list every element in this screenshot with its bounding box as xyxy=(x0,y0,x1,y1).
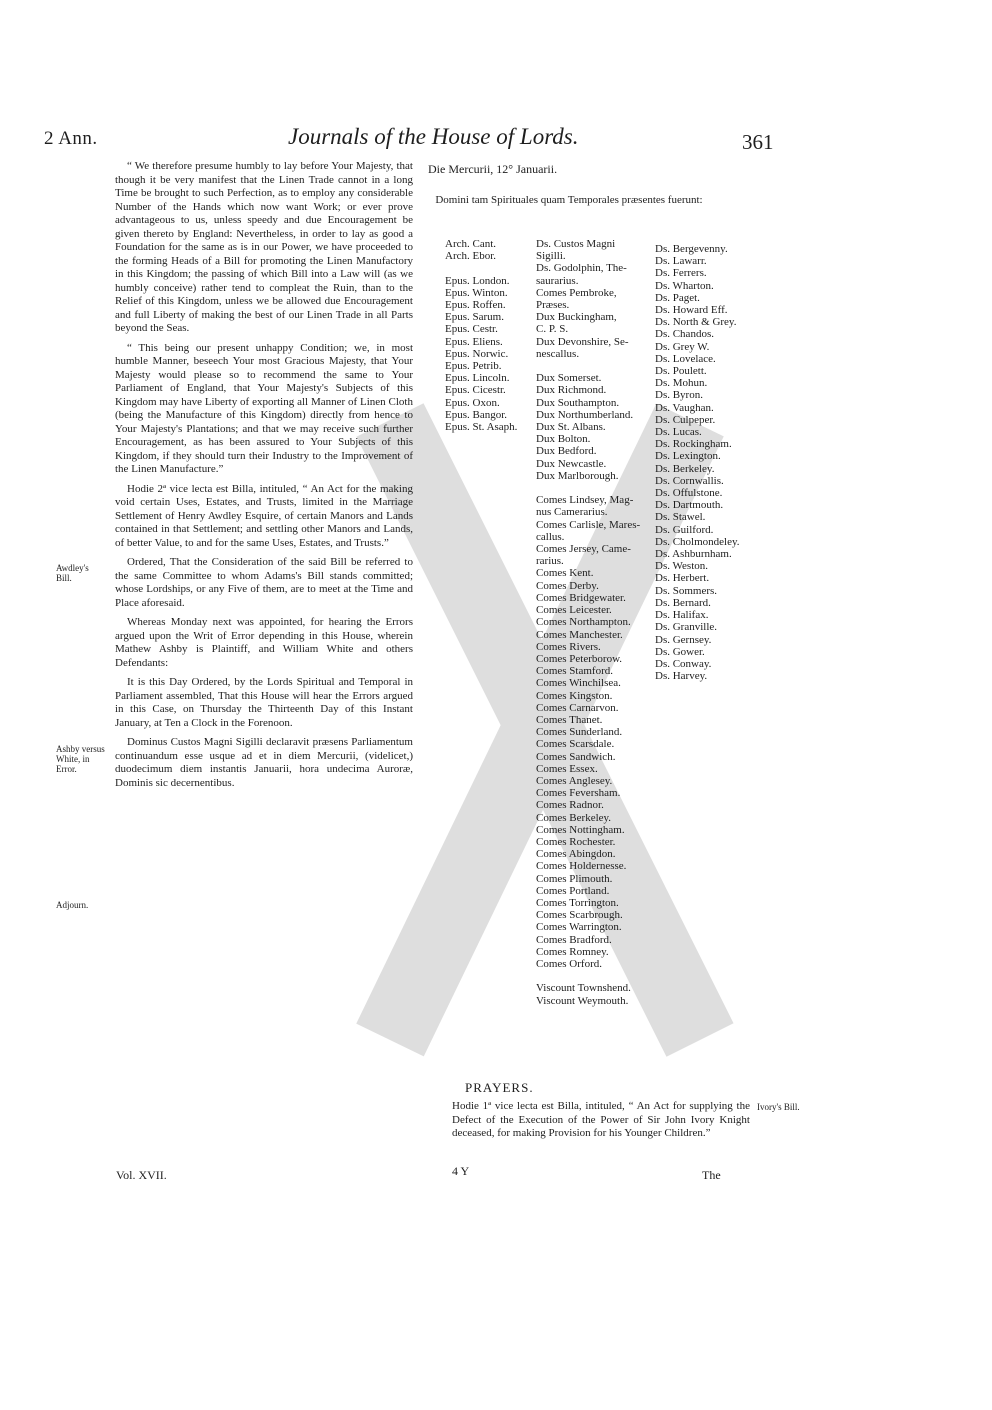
roll-entry: Comes Warrington. xyxy=(536,921,622,934)
roll-entry: Comes Kingston. xyxy=(536,689,613,702)
roll-entry: Præses. xyxy=(536,299,570,312)
roll-entry: Epus. Lincoln. xyxy=(445,372,510,385)
paragraph-awdley-bill: Hodie 2ª vice lecta est Billa, intituled, “ An Act for the making void certain Uses, Estates, and Trusts, limited in the Marriage Settlement of Henry Awdley Esquire, of certain Manors and Lands contained in that Settlement; and settling other Manors and Lands, of better Value, to and for the same Uses, Estates, and Trusts.” xyxy=(115,482,413,549)
roll-entry: Dux Newcastle. xyxy=(536,457,607,470)
roll-entry: Ds. Howard Eff. xyxy=(655,304,728,317)
roll-entry xyxy=(445,262,517,274)
roll-entry: Arch. Ebor. xyxy=(445,250,497,263)
roll-entry: Epus. Cicestr. xyxy=(445,384,506,397)
roll-entry: Comes Peterborow. xyxy=(536,652,623,665)
roll-entry: Ds. Lexington. xyxy=(655,450,721,463)
roll-entry: Ds. Bergevenny. xyxy=(655,243,728,255)
roll-entry: Comes Portland. xyxy=(536,884,610,897)
roll-entry: Ds. North & Grey. xyxy=(655,316,737,329)
roll-entry: Ds. Godolphin, The- xyxy=(536,262,627,275)
roll-entry: Comes Anglesey. xyxy=(536,774,613,787)
roll-entry: Ds. Custos Magni xyxy=(536,238,616,250)
roll-entry: Ds. Grey W. xyxy=(655,340,710,353)
paragraph-ashby-ordered: It is this Day Ordered, by the Lords Spiritual and Temporal in Parliament assembled, That this House will hear the Errors argued in this Case, on Thursday the Thirteenth Day of this Instant January, at Ten a Clock in the Forenoon. xyxy=(115,676,413,729)
roll-entry: Epus. Roffen. xyxy=(445,299,506,312)
roll-entry: Dux Bolton. xyxy=(536,433,591,446)
margin-note-ashby: Ashby versus White, in Error. xyxy=(56,744,105,774)
margin-note-awdley: Awdley's Bill. xyxy=(56,563,89,583)
roll-entry: Comes Feversham. xyxy=(536,787,621,800)
roll-entry: Epus. Oxon. xyxy=(445,396,500,409)
roll-entry: Comes Scarbrough. xyxy=(536,909,623,922)
roll-entry: Comes Holdernesse. xyxy=(536,860,627,873)
roll-entry: Comes Stamford. xyxy=(536,665,613,678)
roll-entry: Comes Sunderland. xyxy=(536,726,623,739)
roll-entry: Epus. Winton. xyxy=(445,286,508,299)
page-number: 361 xyxy=(742,130,774,154)
roll-entry: Dux St. Albans. xyxy=(536,421,606,434)
roll-entry: Comes Nottingham. xyxy=(536,823,625,836)
roll-entry: saurarius. xyxy=(536,274,579,287)
roll-entry: Viscount Townshend. xyxy=(536,982,631,995)
roll-entry xyxy=(536,482,640,494)
roll-entry: Dux Richmond. xyxy=(536,384,607,397)
signature-mark: 4 Y xyxy=(452,1164,470,1178)
roll-entry: Ds. Culpeper. xyxy=(655,413,716,426)
roll-column-officers-dukes-earls xyxy=(536,238,640,1007)
roll-entry: Comes Leicester. xyxy=(536,604,612,617)
roll-entry: nescallus. xyxy=(536,347,580,360)
roll-entry: Sigilli. xyxy=(536,250,566,263)
roll-entry: Ds. Ashburnham. xyxy=(655,548,732,561)
roll-entry: Ds. Halifax. xyxy=(655,609,709,622)
roll-entry: Ds. Lucas. xyxy=(655,426,702,439)
roll-entry: Ds. Berkeley. xyxy=(655,462,715,475)
paragraph-ordered: Ordered, That the Consideration of the said Bill be referred to the same Committee to whom Adams's Bill stands committed; whose Lordships, or any Five of them, are to meet at the Time and Place aforesaid. xyxy=(115,556,413,609)
roll-entry: Comes Rivers. xyxy=(536,640,601,653)
roll-entry: Comes Scarsdale. xyxy=(536,738,615,751)
roll-entry: Comes Plimouth. xyxy=(536,872,613,885)
roll-entry: Comes Northampton. xyxy=(536,616,631,629)
roll-entry: Comes Essex. xyxy=(536,762,598,775)
paragraph-ashby-whereas: Whereas Monday next was appointed, for hearing the Errors argued upon the Writ of Error depending in this House, wherein Mathew Ashby is Plaintiff, and William White and others Defendants: xyxy=(115,616,413,669)
roll-entry: Ds. Chandos. xyxy=(655,328,714,341)
roll-entry: Viscount Weymouth. xyxy=(536,994,629,1007)
roll-entry: Ds. Stawel. xyxy=(655,511,706,524)
roll-entry: Comes Thanet. xyxy=(536,713,603,726)
roll-entry: Dux Devonshire, Se- xyxy=(536,335,629,348)
roll-entry: Ds. Gower. xyxy=(655,645,705,658)
roll-entry: Comes Pembroke, xyxy=(536,286,617,299)
regnal-year: 2 Ann. xyxy=(44,128,98,149)
left-column xyxy=(115,160,413,796)
roll-entry: Comes Bridgewater. xyxy=(536,591,626,604)
roll-entry: Ds. Dartmouth. xyxy=(655,499,724,512)
roll-entry: Ds. Granville. xyxy=(655,621,718,634)
roll-entry: Comes Romney. xyxy=(536,945,609,958)
roll-entry: Dux Northumberland. xyxy=(536,408,634,421)
roll-entry xyxy=(536,970,640,982)
roll-entry: Comes Rochester. xyxy=(536,835,616,848)
roll-entry: Comes Kent. xyxy=(536,567,594,580)
roll-entry: Comes Carlisle, Mares- xyxy=(536,518,641,531)
paragraph-adjourn: Dominus Custos Magni Sigilli declaravit præsens Parliamentum continuandum esse usque ad et in diem Mercurii, (videlicet,) duodecimum diem instantis Januarii, hora undecima Auroræ, Dominis sic decernentibus. xyxy=(115,736,413,789)
roll-entry: Comes Manchester. xyxy=(536,628,623,641)
roll-entry: Comes Bradford. xyxy=(536,933,612,946)
roll-entry: Epus. London. xyxy=(445,274,510,287)
roll-entry: Epus. Bangor. xyxy=(445,408,508,421)
roll-entry: Ds. Bernard. xyxy=(655,596,711,609)
roll-entry: Comes Lindsey, Mag- xyxy=(536,494,634,507)
roll-entry: callus. xyxy=(536,530,565,543)
margin-note-adjourn: Adjourn. xyxy=(56,900,89,910)
paragraph-address-1: “ We therefore presume humbly to lay before Your Majesty, that though it be very manifest that the Linen Trade cannot in a long Time be brought to such Perfection, as to employ any considerable Number of the Hands which now want Work; or ever prove advantageous to us, unless speedy and due Encouragement be given thereto by England: Nevertheless, in order to lay as good a Foundation for the same as is in our Power, we have proceeded to the forming Heads of a Bill for promoting the Linen Manufactory in this Kingdom; the passing of which Bill into a Law will (as we humbly conceive) rather tend to compleat the Ruin, than to the Relief of this Kingdom, unless we be allowed due Encouragement and full Liberty of making the best of our Linen Trade in all Parts beyond the Seas. xyxy=(115,160,413,334)
roll-entry: Ds. Ferrers. xyxy=(655,267,707,280)
roll-entry: Arch. Cant. xyxy=(445,238,497,250)
attendance-subheading: Domini tam Spirituales quam Temporales præsentes fuerunt: xyxy=(435,194,703,206)
roll-entry: Epus. Sarum. xyxy=(445,311,504,324)
prayers-heading: PRAYERS. xyxy=(465,1080,534,1095)
roll-entry: Ds. Poulett. xyxy=(655,365,707,378)
roll-entry xyxy=(536,360,640,372)
roll-entry: Epus. St. Asaph. xyxy=(445,421,518,434)
paragraph-ivory-bill: Hodie 1ª vice lecta est Billa, intituled, “ An Act for supplying the Defect of the Execution of the Power of Sir John Ivory Knight deceased, for making Provision for his Younger Children.” xyxy=(452,1100,750,1139)
roll-entry: Comes Torrington. xyxy=(536,896,619,909)
roll-entry: C. P. S. xyxy=(536,323,569,336)
catchword: The xyxy=(702,1168,721,1182)
roll-entry: Epus. Cestr. xyxy=(445,323,498,336)
roll-entry: Ds. Byron. xyxy=(655,389,703,402)
roll-entry: Dux Bedford. xyxy=(536,445,597,458)
roll-entry: Ds. Mohun. xyxy=(655,377,708,390)
roll-entry: Dux Southampton. xyxy=(536,396,620,409)
roll-entry: Ds. Paget. xyxy=(655,291,700,304)
roll-entry: Epus. Petrib. xyxy=(445,360,502,373)
roll-entry: Ds. Conway. xyxy=(655,657,712,670)
roll-entry: Epus. Eliens. xyxy=(445,335,503,348)
roll-entry: Ds. Cornwallis. xyxy=(655,474,724,487)
roll-entry: Ds. Wharton. xyxy=(655,279,714,292)
roll-entry: Epus. Norwic. xyxy=(445,347,509,360)
roll-entry: Dux Buckingham, xyxy=(536,311,617,324)
roll-entry: Comes Sandwich. xyxy=(536,750,616,763)
margin-note-ivory: Ivory's Bill. xyxy=(757,1102,800,1112)
roll-entry: Comes Orford. xyxy=(536,957,602,970)
roll-entry: Dux Marlborough. xyxy=(536,469,619,482)
roll-entry: Ds. Sommers. xyxy=(655,584,718,597)
roll-column-spiritual xyxy=(445,238,517,433)
roll-entry: Comes Abingdon. xyxy=(536,848,616,861)
roll-entry: Ds. Offulstone. xyxy=(655,487,723,500)
sitting-heading: Die Mercurii, 12° Januarii. xyxy=(428,162,558,176)
roll-entry: Ds. Herbert. xyxy=(655,572,710,585)
paragraph-address-2: “ This being our present unhappy Condition; we, in most humble Manner, beseech Your most Gracious Majesty, that Your Majesty would please so to recommend the same to Your Parliament of England, that Your Majesty's Subjects of this Kingdom may have Liberty of exporting all Manner of Linen Cloth (being the Manufacture of this Kingdom) directly from hence to Your Majesty's Plantations; and that we may receive such further Encouragement, as has been assured to Your Subjects of this Kingdom, if they should turn their Industry to the Improvement of the Linen Manufacture.” xyxy=(115,341,413,475)
volume-number: Vol. XVII. xyxy=(116,1168,167,1182)
roll-column-barons xyxy=(655,243,740,682)
roll-entry: Comes Carnarvon. xyxy=(536,701,619,714)
roll-entry: Ds. Vaughan. xyxy=(655,401,714,414)
roll-entry: rarius. xyxy=(536,555,564,568)
roll-entry: Comes Radnor. xyxy=(536,799,604,812)
roll-entry: Comes Jersey, Came- xyxy=(536,543,631,556)
roll-entry: Dux Somerset. xyxy=(536,372,602,385)
roll-entry: Ds. Weston. xyxy=(655,560,708,573)
roll-entry: Comes Derby. xyxy=(536,579,599,592)
roll-entry: Ds. Guilford. xyxy=(655,523,714,536)
roll-entry: Ds. Harvey. xyxy=(655,670,708,683)
roll-entry: Ds. Rockingham. xyxy=(655,438,732,451)
roll-entry: Comes Winchilsea. xyxy=(536,677,621,690)
roll-entry: nus Camerarius. xyxy=(536,506,608,519)
page-title: Journals of the House of Lords. xyxy=(288,124,579,149)
roll-entry: Comes Berkeley. xyxy=(536,811,612,824)
roll-entry: Ds. Gernsey. xyxy=(655,633,712,646)
roll-entry: Ds. Lovelace. xyxy=(655,352,716,365)
roll-entry: Ds. Cholmondeley. xyxy=(655,535,740,548)
roll-entry: Ds. Lawarr. xyxy=(655,255,707,268)
